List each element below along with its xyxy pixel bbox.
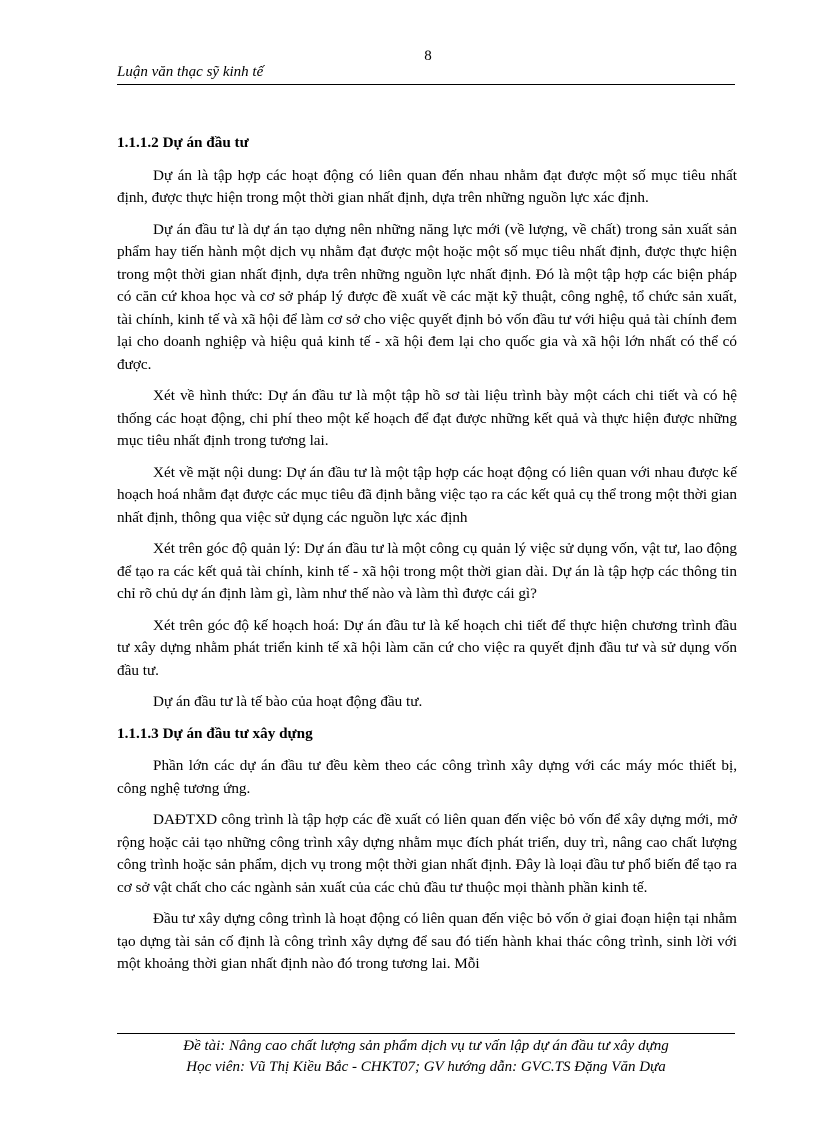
- running-header-title: Luận văn thạc sỹ kinh tế: [117, 64, 264, 80]
- paragraph: Dự án là tập hợp các hoạt động có liên quan đến nhau nhằm đạt được một số mục tiêu nhất định, được thực hiện trong một thời gian nhất định, dựa trên những nguồn lực xác định.: [117, 166, 737, 206]
- footer-divider: [117, 1033, 735, 1034]
- paragraph: Phần lớn các dự án đầu tư đều kèm theo các công trình xây dựng với các máy móc thiết bị, công nghệ tương ứng.: [117, 757, 737, 797]
- section-heading: 1.1.1.2 Dự án đầu tư: [117, 134, 249, 151]
- header-divider: [117, 84, 735, 85]
- paragraph: Xét trên góc độ kế hoạch hoá: Dự án đầu tư là kế hoạch chi tiết để thực hiện chương trình đầu tư xây dựng nhằm phát triển kinh tế xã hội làm căn cứ cho việc ra quyết định đầu tư và sử dụng vốn đầu tư.: [117, 616, 737, 679]
- section-heading: 1.1.1.3 Dự án đầu tư xây dựng: [117, 724, 313, 742]
- footer-thesis-title: Đề tài: Nâng cao chất lượng sản phẩm dịch vụ tư vấn lập dự án đầu tư xây dựng: [183, 1038, 669, 1054]
- running-footer: [117, 1036, 735, 1078]
- document-body: [117, 132, 737, 985]
- paragraph: DAĐTXD công trình là tập hợp các đề xuất có liên quan đến việc bỏ vốn để xây dựng mới, mở rộng hoặc cải tạo những công trình xây dựng nhằm mục đích phát triển, duy trì, nâng cao chất lượng công trình hoặc sản phẩm, dịch vụ trong một thời gian nhất định. Đây là loại đầu tư phổ biến để tạo ra cơ sở vật chất cho các ngành sản xuất của các chủ đầu tư thuộc mọi thành phần kinh tế.: [117, 811, 737, 896]
- footer-author-advisor: Học viên: Vũ Thị Kiều Bắc - CHKT07; GV hướng dẫn: GVC.TS Đặng Văn Dựa: [186, 1059, 666, 1075]
- paragraph: Xét trên góc độ quản lý: Dự án đầu tư là một công cụ quản lý việc sử dụng vốn, vật tư, lao động để tạo ra các kết quả tài chính, kinh tế - xã hội trong một thời gian dài. Dự án là tập hợp các thông tin chỉ rõ chủ dự án định làm gì, làm như thế nào và làm thì được cái gì?: [117, 540, 737, 602]
- paragraph: Dự án đầu tư là tế bào của hoạt động đầu tư.: [153, 693, 423, 710]
- paragraph: Xét về mặt nội dung: Dự án đầu tư là một tập hợp các hoạt động có liên quan với nhau được kế hoạch hoá nhằm đạt được các mục tiêu đã định bằng việc tạo ra các kết quả cụ thể trong một thời gian nhất định, thông qua việc sử dụng các nguồn lực xác định: [117, 463, 737, 526]
- paragraph: Xét về hình thức: Dự án đầu tư là một tập hồ sơ tài liệu trình bày một cách chi tiết và có hệ thống các hoạt động, chi phí theo một kế hoạch để đạt được những kết quả và thực hiện được những mục tiêu nhất định trong tương lai.: [117, 387, 737, 449]
- paragraph: Đầu tư xây dựng công trình là hoạt động có liên quan đến việc bỏ vốn ở giai đoạn hiện tại nhằm tạo dựng tài sản cố định là công trình xây dựng để sau đó tiến hành khai thác công trình, sinh lời với một khoảng thời gian nhất định nào đó trong tương lai. Mỗi: [117, 910, 737, 972]
- paragraph: Dự án đầu tư là dự án tạo dựng nên những năng lực mới (về lượng, về chất) trong sản xuất sản phẩm hay tiến hành một dịch vụ nhằm đạt được một hoặc một số mục tiêu nhất định, được thực hiện trong một thời gian nhất định, dựa trên những nguồn lực nhất định. Đó là một tập hợp các biện pháp có căn cứ khoa học và cơ sở pháp lý được đề xuất về các mặt kỹ thuật, công nghệ, tổ chức sản xuất, tài chính, kinh tế và xã hội để làm cơ sở cho việc quyết định bỏ vốn đầu tư với hiệu quả tài chính đem lại cho doanh nghiệp và hiệu quả kinh tế - xã hội đem lại cho quốc gia và xã hội lớn nhất có thể có được.: [117, 220, 737, 373]
- page-number: 8: [424, 48, 432, 64]
